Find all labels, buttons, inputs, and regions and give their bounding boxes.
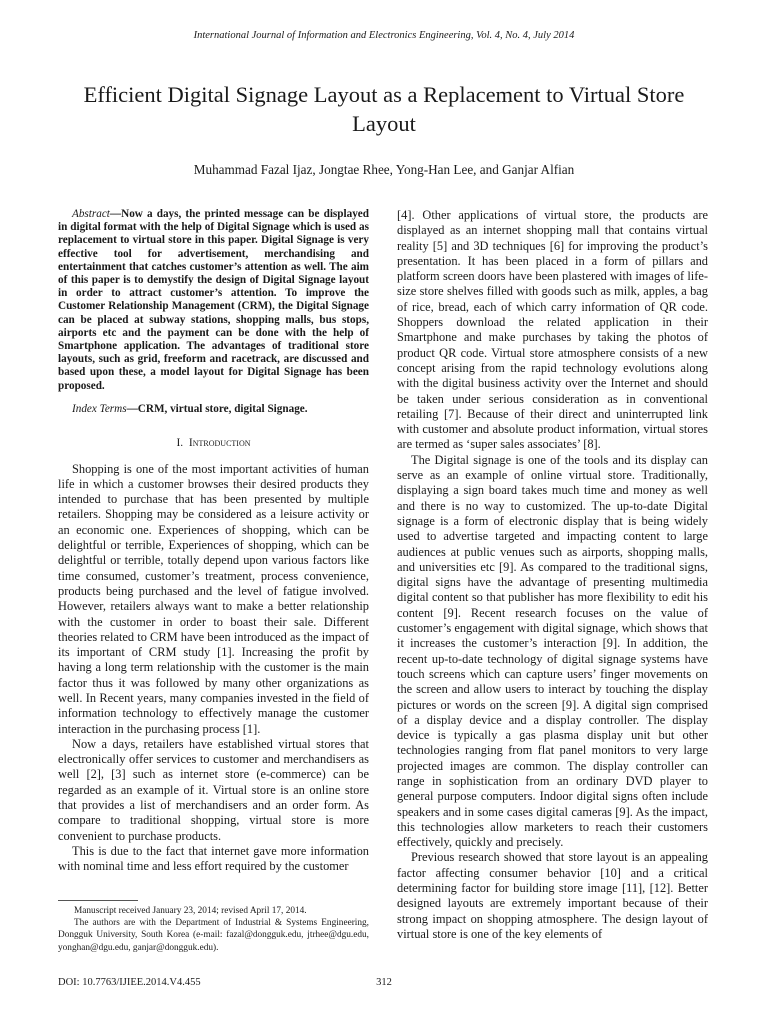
- journal-header: International Journal of Information and Electronics Engineering, Vol. 4, No. 4, July 2014: [193, 30, 575, 41]
- body-paragraph: Shopping is one of the most important activities of human life in which a customer browses their desired products they intended to purchase that has been presented by multiple retailers. Shopping may be considered as a leisure activity or an economic one. Experiences of shopping, which can be delightful or terrible, Experiences of shopping, which can be delightful or terrible, totally depend upon various factors like time consumed, customer’s treatment, process convenience, products being purchased and the level of fatigue involved. However, retailers always want to make a better relationship with the customer in order to boast their sale. Different theories related to CRM have been introduced as the impact of its important of CRM study [1]. Increasing the profit by having a long term relationship with the customer is the main factor thus it was followed by many other organizations as well. In Recent years, many companies invested in the field of information technology to effectively manage the customer interaction in the purchasing process [1].: [58, 461, 369, 736]
- index-terms-label: Index Terms: [72, 402, 127, 415]
- body-paragraph: Previous research showed that store layout is an appealing factor affecting consumer behavior [10] and a critical determining factor for building store image [11], [12]. Better designed layouts are extremely important because of their strong impact on shopping atmosphere. The design layout of virtual store is one of the key elements of: [397, 850, 708, 941]
- section-title: Introduction: [188, 437, 251, 450]
- body-paragraph: The Digital signage is one of the tools and its display can serve as an example of online virtual store. Traditionally, displaying a sign board takes much time and money as well and there is no way to customized. The up-to-date Digital signage is a form of electronic display that is being widely used to advertise targeted and impacting content to large audiences at public venues such as airports, shopping malls, and universities etc [9]. As compared to the traditional signs, digital signs have the advantage of presenting multimedia digital content so that publisher has more flexibility to edit his content [9]. Recent research focuses on the value of customer’s engagement with digital signage, which shows that it increases the customer’s interaction [9]. In addition, the recent up-to-date technology of digital signage systems have touch screens which can capture users’ finger movements on the screen and allow users to interact by touching the display pictures or words on the screen [9]. A digital sign comprised of a display device and a display controller. The display device is typically a gas plasma display unit but other technologies ranging from flat panel monitors to very large projected images are common. The display controller can range in sophistication from an ordinary DVD player to general purpose computers. Indoor digital signs often include speakers and in some cases digital cameras [9]. As the impact, this technologies allow marketers to reach their customers effectively, quickly and precisely.: [397, 452, 708, 850]
- index-terms-text: —CRM, virtual store, digital Signage.: [126, 402, 308, 415]
- page-number: 312: [376, 977, 392, 988]
- footnote-divider: [58, 900, 138, 901]
- index-terms: [58, 403, 369, 416]
- doi-link[interactable]: DOI: 10.7763/IJIEE.2014.V4.455: [58, 977, 201, 988]
- body-paragraph: Now a days, retailers have established virtual stores that electronically offer services to customer and merchandisers as well [2], [3] such as internet store (e-commerce) can be regarded as an example of it. Virtual store is an online store that provides a list of merchandisers and an order form. As compare to traditional shopping, virtual store is more convenient to purchase products.: [58, 736, 369, 843]
- footnote: The authors are with the Department of Industrial & Systems Engineering, Dongguk University, South Korea (e-mail: fazal@dongguk.edu, jtrhee@dgu.edu, yonghan@dgu.edu, ganjar@dongguk.edu).: [58, 918, 369, 953]
- abstract-text: —Now a days, the printed message can be displayed in digital format with the help of Digital Signage which is used as replacement to virtual store in this paper. Digital Signage is very effective tool for advertisement, merchandising and entertainment that catches customer’s attention as well. The aim of this paper is to demystify the design of Digital Signage layout in order to attract customer’s attention. To improve the Customer Relationship Management (CRM), the Digital Signage can be placed at subway stations, shopping malls, bus stops, airports etc and the payment can be done with the help of Smartphone application. The advantages of traditional store layouts, such as grid, freeform and racetrack, are discussed and based upon these, a model layout for Digital Signage has been proposed.: [58, 208, 369, 392]
- section-heading: [58, 436, 369, 451]
- paper-title: Efficient Digital Signage Layout as a Replacement to Virtual Store Layout: [83, 82, 685, 136]
- right-column: [397, 208, 708, 942]
- section-number: I.: [176, 437, 184, 450]
- left-column: [58, 208, 369, 875]
- body-paragraph: [4]. Other applications of virtual store, the products are displayed as an internet shopping mall that contains virtual reality [5] and 3D techniques [6] for improving the product’s presentation. It has been placed in a form of pillars and platform screen doors have been plastered with images of life-size store shelves filled with goods such as milk, apples, a bag of rice, bread, each of which carry information of QR code. Shoppers download the related application in their Smartphone and make purchases by taking the photos of product QR code. Virtual store atmosphere consists of a new concept arising from the rapid technology evolutions along with the digital business activity over the Internet and should be taken under serious consideration as in conventional retailing [7]. Because of their direct and uninterrupted link with customer and absolute product information, virtual stores are termed as ‘super sales associates’ [8].: [397, 208, 708, 452]
- abstract-label: Abstract: [72, 208, 110, 220]
- abstract: [58, 208, 369, 393]
- body-paragraph: This is due to the fact that internet gave more information with nominal time and less effort required by the customer: [58, 843, 369, 874]
- footnotes: [58, 905, 369, 954]
- author-list: Muhammad Fazal Ijaz, Jongtae Rhee, Yong-Han Lee, and Ganjar Alfian: [193, 162, 575, 177]
- footnote: Manuscript received January 23, 2014; revised April 17, 2014.: [74, 906, 307, 916]
